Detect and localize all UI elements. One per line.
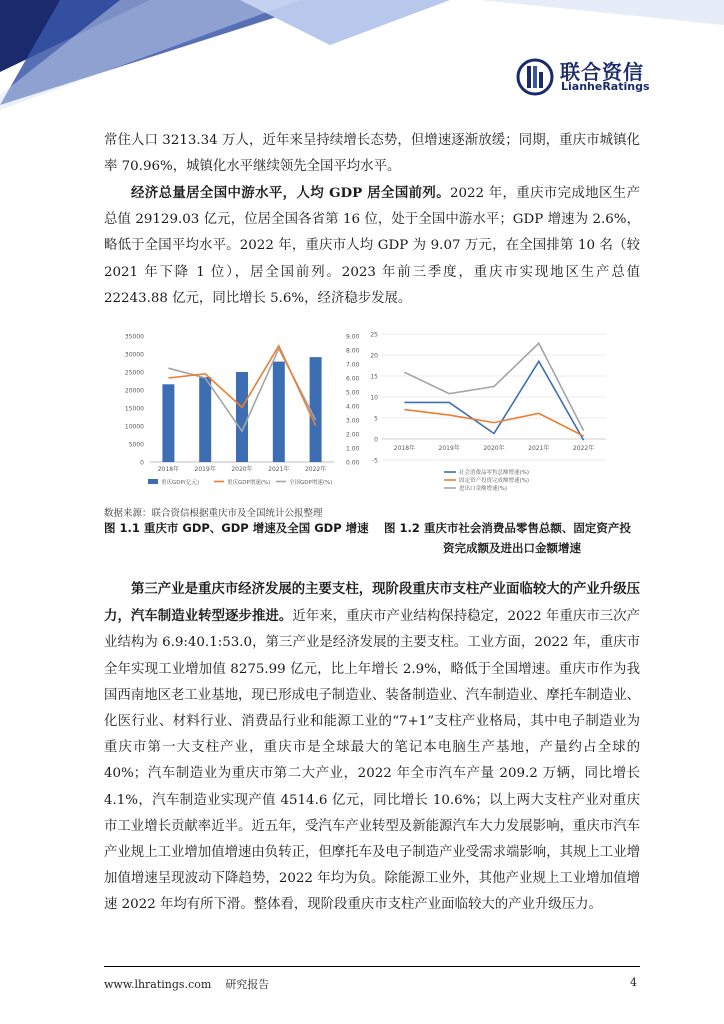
legend-swatch-bar: [148, 479, 158, 484]
paragraph-industry: [104, 576, 640, 919]
figure-caption-2-line1: 图 1.2 重庆市社会消费品零售总额、固定资产投: [384, 521, 631, 535]
brand-name-en: LianheRatings: [561, 80, 650, 93]
legend-label: 重庆GDP(亿元): [161, 480, 200, 486]
header-shape-right: [480, 0, 724, 25]
left-tick-label: 30000: [124, 351, 144, 359]
y-tick-label: 25: [370, 331, 378, 339]
right-tick-label: 9.00: [346, 333, 360, 341]
page-number: 4: [630, 976, 637, 989]
x-tick-label: 2022年: [572, 445, 595, 452]
paragraph-text: 常住人口 3213.34 万人，近年来呈持续增长态势，但增速逐渐放缓；同期，重庆市城镇化率 70.96%，城镇化水平继续领先全国平均水平。: [104, 133, 640, 175]
y-tick-label: -5: [372, 457, 378, 465]
paragraph-text: 2022 年，重庆市完成地区生产总值 29129.03 亿元，位居全国各省第 16 位，处于全国中游水平；GDP 增速为 2.6%，略低于全国平均水平。2022 年，重庆市人均 GDP 为 9.07 万元，在全国排第 10 名（较 2021 年下降 1 位），居全国前列。2023 年前三季度，重庆市实现地区生产总值 22243.88 亿元，同比增长 5.6%，经济稳步发展。: [104, 186, 640, 306]
y-tick-label: 0: [374, 436, 378, 444]
right-tick-label: 4.00: [346, 403, 360, 411]
figure-caption-2-line2: 资完成额及进出口金额增速: [443, 541, 581, 555]
gdp-bar: [273, 362, 285, 462]
right-tick-label: 0.00: [346, 459, 360, 467]
left-tick-label: 15000: [124, 405, 144, 413]
legend-label: 社会消费品零售总额增速(%): [459, 470, 530, 476]
left-tick-label: 10000: [124, 423, 144, 431]
right-tick-label: 2.00: [346, 431, 360, 439]
legend-label: 进出口金额增速(%): [459, 486, 508, 492]
x-tick-label: 2021年: [268, 466, 290, 473]
paragraph-population: [104, 128, 640, 180]
gdp-bar: [236, 372, 248, 462]
y-tick-label: 15: [370, 373, 378, 381]
paragraph-text: 近年来，重庆市产业结构保持稳定，2022 年重庆市三次产业结构为 6.9:40.1:53.0，第三产业是经济发展的主要支柱。工业方面，2022 年，重庆市全年实现工业增加值 8275.99 亿元，比上年增长 2.9%，略低于全国增速。重庆市作为我国西南地区老工业基地，现已形成电子制造业、装备制造业、汽车制造业、摩托车制造业、化医行业、材料行业、消费品行业和能源工业的“7+1”支柱产业格局，其中电子制造业为重庆市第一大支柱产业，重庆市是全球最大的笔记本电脑生产基地，产量约占全球的 40%；汽车制造业为重庆市第二大产业，2022 年全市汽车产量 209.2 万辆，同比增长 4.1%，汽车制造业实现产值 4514.6 亿元，同比增长 10.6%；以上两大支柱产业对重庆市工业增长贡献率近半。近五年，受汽车产业转型及新能源汽车大力发展影响，重庆市汽车产业规上工业增加值增速由负转正，但摩托车及电子制造产业受需求端影响，其规上工业增加值增速呈现波动下降趋势，2022 年均为负。除能源工业外，其他产业规上工业增加值增速 2022 年均有所下滑。整体看，现阶段重庆市支柱产业面临较大的产业升级压力。: [104, 609, 640, 913]
right-tick-label: 8.00: [346, 347, 360, 355]
gdp-chart: [104, 328, 370, 496]
legend-label: 固定资产投资完成额增速(%): [459, 478, 530, 484]
x-tick-label: 2018年: [393, 445, 416, 452]
paragraph-lead: 经济总量居全国中游水平，人均 GDP 居全国前列。: [131, 185, 450, 201]
y-tick-label: 10: [370, 394, 378, 402]
brand-logo-mark-icon: [516, 58, 554, 96]
footer-info: [104, 976, 269, 992]
right-tick-label: 7.00: [346, 361, 360, 369]
y-tick-label: 20: [370, 352, 378, 360]
legend-label: 全国GDP增速(%): [289, 480, 333, 486]
paragraph-gdp: [104, 180, 640, 312]
brand-name-cn: 联合资信: [560, 60, 644, 84]
left-tick-label: 35000: [124, 333, 144, 341]
left-tick-label: 0: [140, 459, 144, 467]
footer-label: 研究报告: [225, 978, 270, 991]
x-tick-label: 2022年: [304, 466, 327, 473]
right-tick-label: 5.00: [346, 389, 360, 397]
gdp-bar: [199, 377, 211, 462]
left-tick-label: 20000: [124, 387, 144, 395]
retail-growth-line: [404, 361, 583, 440]
gdp-bar: [162, 384, 174, 462]
figure-caption-1: 图 1.1 重庆市 GDP、GDP 增速及全国 GDP 增速: [104, 521, 369, 535]
y-tick-label: 5: [374, 415, 378, 423]
legend-label: 重庆GDP增速(%): [227, 480, 271, 486]
trade-growth-line: [404, 343, 583, 430]
x-tick-label: 2018年: [157, 466, 180, 473]
x-tick-label: 2019年: [438, 445, 460, 452]
footer-divider: [104, 966, 640, 967]
brand-logo: [516, 58, 656, 98]
x-tick-label: 2020年: [231, 466, 253, 473]
right-tick-label: 3.00: [346, 417, 360, 425]
x-tick-label: 2020年: [483, 445, 505, 452]
x-tick-label: 2021年: [528, 445, 550, 452]
gdp-bar: [310, 357, 322, 462]
left-tick-label: 5000: [128, 441, 144, 449]
footer-url[interactable]: www.lhratings.com: [104, 978, 212, 991]
right-tick-label: 1.00: [346, 445, 360, 453]
paragraph-lead: 第三产业是重庆市经济发展的主要支柱，现阶段重庆市支柱产业面临较大的产业升级压力，汽车制造业转型逐步推进。: [104, 581, 640, 625]
right-tick-label: 6.00: [346, 375, 360, 383]
data-source-note: 数据来源：联合资信根据重庆市及全国统计公报整理: [104, 508, 323, 519]
left-tick-label: 25000: [124, 369, 144, 377]
x-tick-label: 2019年: [194, 466, 216, 473]
growth-chart: [368, 328, 640, 500]
